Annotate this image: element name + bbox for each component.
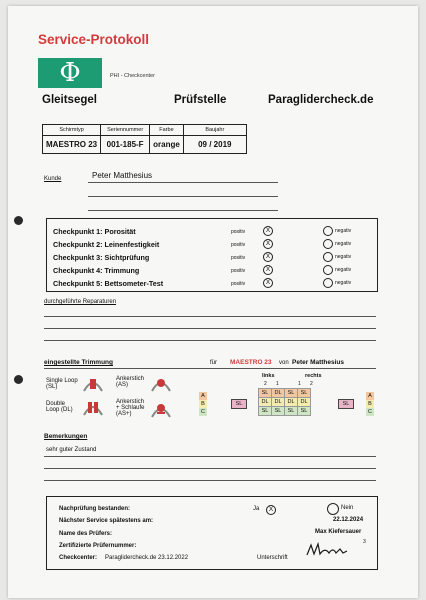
sl-tag-right: SL (338, 399, 354, 409)
ankerstich-label: Ankerstich (AS) (116, 376, 145, 388)
trim-cell: DL (285, 398, 298, 407)
trim-cell: SL (259, 407, 272, 416)
riser-a-right: A (366, 392, 374, 400)
checkpoint-box (46, 218, 378, 292)
negative-label: negativ (335, 280, 352, 286)
remarks-text: sehr guter Zustand (46, 447, 97, 453)
single-loop-label: Single Loop (SL) (46, 378, 78, 390)
positive-label: positiv (231, 281, 246, 287)
grid-num: 1 (276, 381, 279, 387)
riser-b-left: B (199, 400, 207, 408)
trim-cell: SL (259, 389, 272, 398)
ankerstich-icon (150, 373, 172, 395)
page-title: Service-Protokoll (38, 32, 150, 47)
checkpoint-label: Checkpunkt 1: Porosität (53, 227, 136, 236)
customer-line (88, 182, 278, 183)
riser-c-right: C (366, 408, 374, 416)
trim-cell: DL (272, 389, 285, 398)
repairs-line (44, 316, 376, 317)
trim-cell: SL (285, 389, 298, 398)
checkcenter-value: Paraglidercheck.de 23.12.2022 (105, 555, 189, 561)
punch-hole-top (14, 216, 23, 225)
recheck-box (46, 496, 378, 570)
riser-c-left: C (199, 408, 207, 416)
trim-cell: DL (298, 398, 311, 407)
negative-label: negativ (335, 267, 352, 273)
negative-label: negativ (335, 241, 352, 247)
positive-label: positiv (231, 268, 246, 274)
spec-header: Seriennummer (101, 125, 150, 136)
spec-header: Baujahr (183, 125, 246, 136)
positive-checkbox[interactable]: X (263, 252, 273, 262)
header-site: Paraglidercheck.de (268, 94, 374, 106)
trimming-line (44, 368, 376, 369)
grid-num: 2 (310, 381, 313, 387)
header-pruefstelle: Prüfstelle (174, 94, 227, 106)
positive-label: positiv (231, 242, 246, 248)
cert-number: 3 (363, 539, 366, 545)
spec-header: Farbe (150, 125, 184, 136)
ja-label: Ja (253, 506, 260, 512)
header-gleitsegel: Gleitsegel (42, 94, 97, 106)
remarks-label: Bemerkungen (44, 433, 88, 440)
punch-hole-bottom (14, 375, 23, 384)
customer-line (88, 196, 278, 197)
signature-label: Unterschrift (257, 555, 288, 561)
next-service-date: 22.12.2024 (333, 517, 364, 523)
spec-header: Schirmtyp (43, 125, 101, 136)
negative-checkbox[interactable] (323, 265, 333, 275)
rechts-label: rechts (305, 373, 322, 379)
cert-label: Zertifizierte Prüfernummer: (59, 543, 137, 549)
sl-tag-left: SL (231, 399, 247, 409)
nein-label: Nein (341, 505, 354, 511)
inspector-label: Name des Prüfers: (59, 531, 113, 537)
nein-checkbox[interactable] (327, 503, 339, 515)
repairs-line (44, 340, 376, 341)
trim-cell: DL (259, 398, 272, 407)
riser-b-right: B (366, 400, 374, 408)
remarks-line (44, 468, 376, 469)
ankerstich-plus-icon (150, 399, 172, 421)
phi-logo (38, 58, 102, 88)
spec-value: 09 / 2019 (183, 136, 246, 154)
inspector-name: Max Kiefersauer (315, 529, 362, 535)
trimming-fuer: für (210, 360, 218, 366)
customer-line (88, 210, 278, 211)
single-loop-icon (82, 373, 104, 395)
negative-checkbox[interactable] (323, 239, 333, 249)
phi-logo-icon: Φ (59, 58, 81, 88)
trimming-label: eingestellte Trimmung (44, 359, 113, 366)
positive-checkbox[interactable]: X (263, 239, 273, 249)
links-label: links (262, 373, 275, 379)
positive-label: positiv (231, 229, 246, 235)
trim-cell: SL (298, 407, 311, 416)
riser-a-left: A (199, 392, 207, 400)
checkcenter-label: Checkcenter: (59, 555, 98, 561)
negative-checkbox[interactable] (323, 278, 333, 288)
trimming-owner: Peter Matthesius (292, 359, 345, 366)
trimming-model: MAESTRO 23 (230, 359, 272, 366)
recheck-label: Nachprüfung bestanden: (59, 506, 131, 512)
remarks-line (44, 456, 376, 457)
negative-label: negativ (335, 228, 352, 234)
positive-checkbox[interactable]: X (263, 278, 273, 288)
checkcenter-caption: PHI - Checkcenter (110, 73, 155, 79)
repairs-line (44, 328, 376, 329)
checkpoint-label: Checkpunkt 3: Sichtprüfung (53, 253, 150, 262)
trim-cell: SL (272, 407, 285, 416)
trimming-von: von (279, 360, 289, 366)
spec-value: 001-185-F (101, 136, 150, 154)
grid-num: 2 (264, 381, 267, 387)
customer-label: Kunde (44, 176, 62, 182)
trim-cell: SL (285, 407, 298, 416)
grid-num: 1 (298, 381, 301, 387)
checkpoint-label: Checkpunkt 2: Leinenfestigkeit (53, 240, 160, 249)
spec-value: orange (150, 136, 184, 154)
double-loop-label: Double Loop (DL) (46, 401, 73, 413)
repairs-label: durchgeführte Reparaturen (44, 299, 117, 305)
trim-grid (258, 388, 311, 416)
spec-value: MAESTRO 23 (43, 136, 101, 154)
double-loop-icon (82, 397, 104, 419)
customer-name: Peter Matthesius (92, 171, 153, 180)
remarks-line (44, 480, 376, 481)
trim-cell: SL (298, 389, 311, 398)
positive-checkbox[interactable]: X (263, 265, 273, 275)
ankerstich-plus-label: Ankerstich + Schlaufe (AS+) (116, 399, 145, 417)
negative-checkbox[interactable] (323, 226, 333, 236)
positive-checkbox[interactable]: X (263, 226, 273, 236)
signature-image (305, 541, 349, 559)
negative-label: negativ (335, 254, 352, 260)
trim-cell: DL (272, 398, 285, 407)
checkpoint-label: Checkpunkt 5: Bettsometer-Test (53, 279, 164, 288)
positive-label: positiv (231, 255, 246, 261)
checkpoint-label: Checkpunkt 4: Trimmung (53, 266, 140, 275)
next-service-label: Nächster Service spätestens am: (59, 518, 154, 524)
negative-checkbox[interactable] (323, 252, 333, 262)
spec-table (42, 124, 247, 154)
ja-checkbox[interactable]: X (266, 505, 276, 515)
